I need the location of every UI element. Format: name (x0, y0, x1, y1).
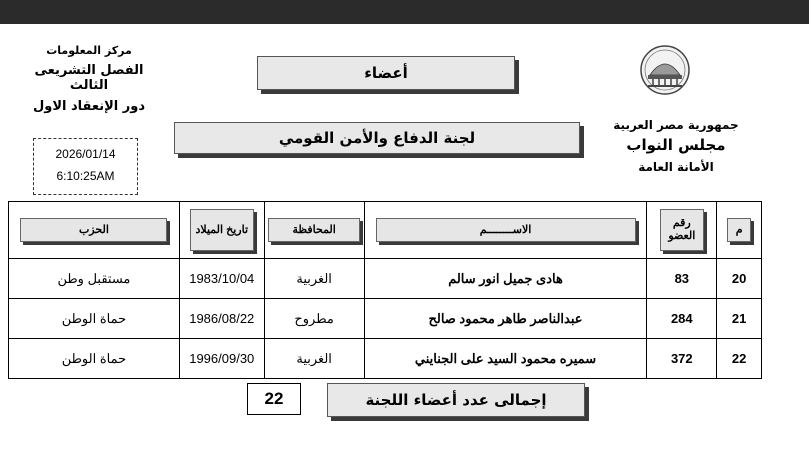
cell-member-number: 284 (647, 299, 717, 339)
cell-birth-date: 1983/10/04 (179, 259, 264, 299)
cell-governorate: الغربية (264, 339, 364, 379)
cell-member-number: 83 (647, 259, 717, 299)
header-party-label: الحزب (20, 218, 167, 242)
cell-party: حماة الوطن (9, 339, 180, 379)
institution-block (606, 118, 746, 174)
secretariat-label: الأمانة العامة (638, 160, 714, 174)
cell-member-number: 372 (647, 339, 717, 379)
header-birth-date-label: تاريخ الميلاد (190, 209, 254, 251)
header-member-number (647, 202, 717, 259)
top-bar (0, 0, 809, 24)
legislative-term-label: الفصل التشريعى الثالث (34, 63, 144, 93)
parliament-emblem (640, 45, 690, 95)
header-index-label: م (727, 218, 751, 242)
header-governorate (264, 202, 364, 259)
header-birth-date (179, 202, 264, 259)
table-row (9, 259, 762, 299)
total-count-value: 22 (264, 389, 284, 408)
cell-name: عبدالناصر طاهر محمود صالح (364, 299, 647, 339)
header-name-label: الاســــــــم (376, 218, 636, 242)
datetime-box (33, 138, 138, 195)
header-governorate-label: المحافظة (268, 218, 360, 242)
header-index (717, 202, 762, 259)
total-count-label (327, 383, 585, 417)
cell-index: 21 (717, 299, 762, 339)
country-label: جمهورية مصر العربية (613, 118, 739, 132)
section-title-text: أعضاء (364, 64, 408, 82)
header-name (364, 202, 647, 259)
print-date: 2026/01/14 (55, 147, 116, 161)
header-party (9, 202, 180, 259)
table-row (9, 299, 762, 339)
cell-index: 22 (717, 339, 762, 379)
cell-governorate: الغربية (264, 259, 364, 299)
committee-title (174, 122, 580, 154)
print-time: 6:10:25AM (56, 169, 115, 183)
section-title (257, 56, 515, 90)
table-header-row (9, 202, 762, 259)
cell-index: 20 (717, 259, 762, 299)
cell-name: هادى جميل انور سالم (364, 259, 647, 299)
cell-party: حماة الوطن (9, 299, 180, 339)
total-count-label-text: إجمالى عدد أعضاء اللجنة (365, 391, 547, 409)
parliament-label: مجلس النواب (626, 136, 726, 154)
cell-party: مستقبل وطن (9, 259, 180, 299)
committee-title-text: لجنة الدفاع والأمن القومي (278, 129, 476, 147)
cell-name: سميره محمود السيد على الجنايني (364, 339, 647, 379)
total-count-box (247, 383, 301, 415)
info-center-label: مركز المعلومات (46, 44, 132, 57)
cell-birth-date: 1986/08/22 (179, 299, 264, 339)
info-center-block (14, 44, 164, 114)
header-member-number-label: رقم العضو (660, 209, 704, 251)
cell-governorate: مطروح (264, 299, 364, 339)
cell-birth-date: 1996/09/30 (179, 339, 264, 379)
table-row (9, 339, 762, 379)
session-label: دور الإنعقاد الاول (32, 99, 146, 114)
members-table (8, 201, 762, 379)
